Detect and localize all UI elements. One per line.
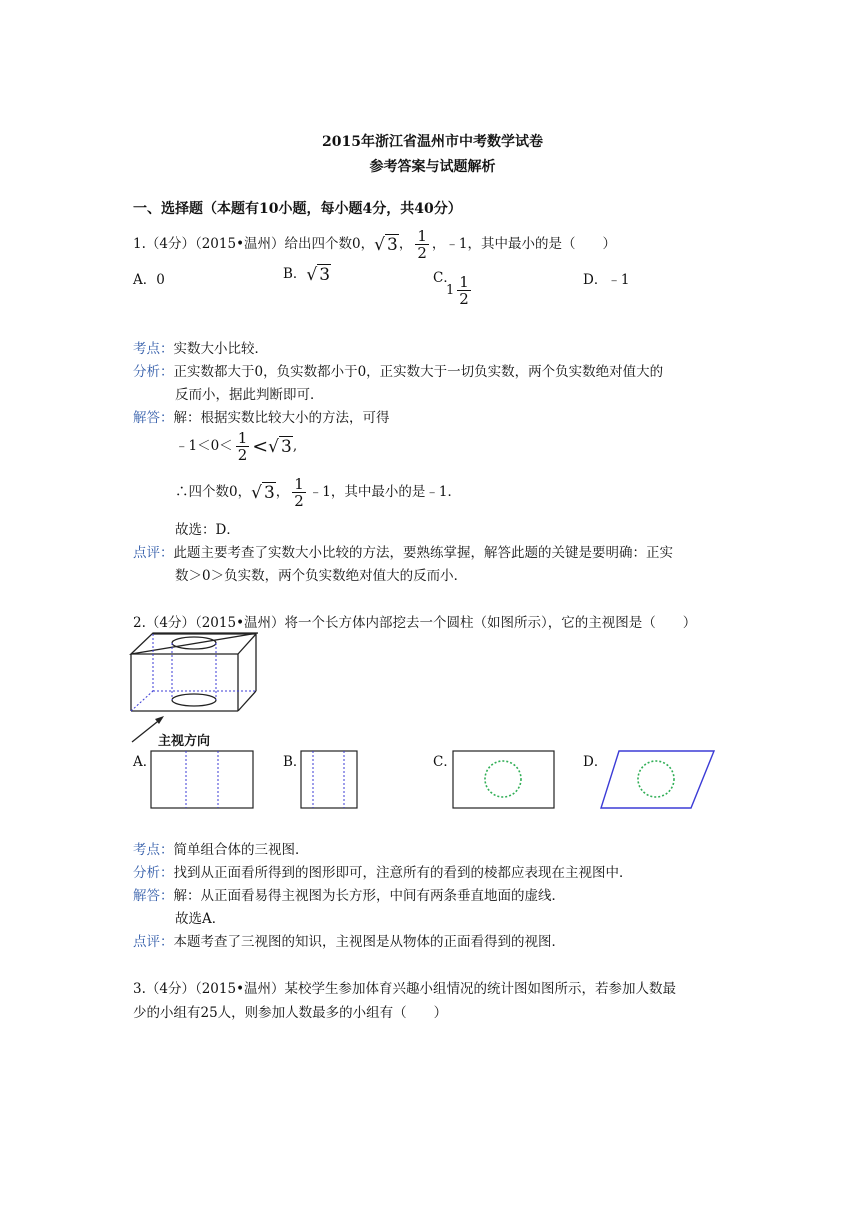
q1-stem	[133, 228, 616, 261]
jieda-text: 解：从正面看易得主视图为长方形，中间有两条垂直地面的虚线．	[173, 888, 565, 904]
option-b-label: B．	[283, 266, 307, 282]
option-a-rectangle-figure	[150, 750, 254, 810]
denominator: 2	[459, 290, 469, 308]
fraction-half	[236, 430, 250, 463]
jieda-label: 解答：	[133, 888, 174, 904]
q1-stem-text-b: ，﹣1，其中最小的是（ ）	[431, 236, 616, 252]
q1-option-d: D．﹣1	[583, 272, 630, 288]
numerator: 1	[237, 429, 248, 447]
numerator: 1	[417, 227, 427, 245]
numerator: 1	[459, 273, 469, 291]
q1-jieda	[133, 406, 390, 426]
page-title: 2015年浙江省温州市中考数学试卷	[322, 134, 543, 150]
q2-dianping	[133, 930, 565, 950]
option-b-square-figure	[300, 750, 360, 810]
dianping-label: 点评：	[133, 934, 174, 950]
option-c-label: C．	[433, 270, 457, 286]
q1-therefore	[175, 474, 461, 511]
q1-dianping-cont: 数＞0＞负实数，两个负实数绝对值大的反而小．	[175, 568, 468, 584]
q2-answer: 故选A．	[175, 911, 226, 927]
kaodian-label: 考点：	[133, 842, 174, 858]
q1-inequality	[175, 428, 297, 465]
comma: ，	[275, 484, 290, 500]
inequality-left: ﹣1＜0＜	[175, 438, 233, 454]
kaodian-text: 实数大小比较．	[173, 341, 268, 357]
q2-option-c-label: C．	[433, 754, 457, 770]
numerator: 1	[294, 475, 304, 493]
view-direction-label: 主视方向	[158, 734, 211, 749]
option-d-parallelogram-figure	[599, 750, 715, 810]
sqrt-3: √ 3	[306, 264, 331, 285]
therefore-text-a: ∴四个数0，	[175, 484, 252, 500]
q2-option-a-label: A．	[133, 754, 157, 770]
q1-option-a: A．0	[133, 272, 165, 288]
q1-fenxi	[133, 360, 663, 380]
q3-stem-line2: 少的小组有25人，则参加人数最多的小组有（ ）	[133, 1005, 448, 1021]
jieda-label: 解答：	[133, 410, 174, 426]
therefore-text-b: ﹣1，其中最小的是﹣1．	[308, 484, 461, 500]
fraction-half	[415, 228, 429, 261]
comma: ，	[398, 236, 413, 252]
q1-option-b	[283, 262, 331, 285]
dianping-label: 点评：	[133, 545, 174, 561]
kaodian-text: 简单组合体的三视图．	[173, 842, 309, 858]
q2-kaodian	[133, 838, 309, 858]
q2-fenxi	[133, 861, 633, 881]
q2-option-b-label: B．	[283, 754, 307, 770]
q1-fenxi-cont: 反而小，据此判断即可．	[175, 387, 324, 403]
kaodian-label: 考点：	[133, 341, 174, 357]
dianping-text: 本题考查了三视图的知识，主视图是从物体的正面看得到的视图．	[173, 934, 565, 950]
option-c-rectangle-circle-figure	[452, 750, 556, 810]
fenxi-text: 找到从正面看所得到的图形即可，注意所有的看到的棱都应表现在主视图中．	[173, 865, 633, 881]
page-subtitle: 参考答案与试题解析	[369, 159, 496, 175]
comma: ,	[292, 438, 298, 454]
q2-option-d-label: D．	[583, 754, 608, 770]
dianping-text: 此题主要考查了实数大小比较的方法，要熟练掌握，解答此题的关键是要明确：正实	[173, 545, 673, 561]
fenxi-label: 分析：	[133, 364, 174, 380]
denominator: 2	[417, 244, 427, 262]
q1-option-c-value	[446, 274, 474, 307]
q1-kaodian	[133, 337, 268, 357]
q1-dianping	[133, 541, 673, 561]
jieda-text: 解：根据实数比较大小的方法，可得	[173, 410, 390, 426]
fenxi-text: 正实数都大于0，负实数都小于0，正实数大于一切负实数，两个负实数绝对值大的	[173, 364, 664, 380]
q1-answer: 故选：D．	[175, 522, 240, 538]
q2-jieda	[133, 884, 565, 904]
sqrt-3: √ 3	[268, 436, 292, 457]
sqrt-3: √ 3	[251, 482, 275, 503]
sqrt-3: √ 3	[374, 234, 398, 255]
section-heading: 一、选择题（本题有10小题，每小题4分，共40分）	[133, 201, 462, 217]
mixed-integer: 1	[446, 283, 455, 298]
fraction-half	[292, 476, 306, 509]
denominator: 2	[294, 492, 304, 510]
q3-stem-line1: 3.（4分）（2015•温州）某校学生参加体育兴趣小组情况的统计图如图所示，若参加人数最	[133, 981, 677, 997]
less-than-sign: <	[252, 435, 269, 458]
denominator: 2	[237, 446, 248, 464]
fenxi-label: 分析：	[133, 865, 174, 881]
fraction-half	[457, 274, 471, 307]
q2-stem: 2.（4分）（2015•温州）将一个长方体内部挖去一个圆柱（如图所示），它的主视图是（ ）	[133, 615, 697, 631]
q1-stem-text-a: 1.（4分）（2015•温州）给出四个数0，	[133, 236, 375, 252]
